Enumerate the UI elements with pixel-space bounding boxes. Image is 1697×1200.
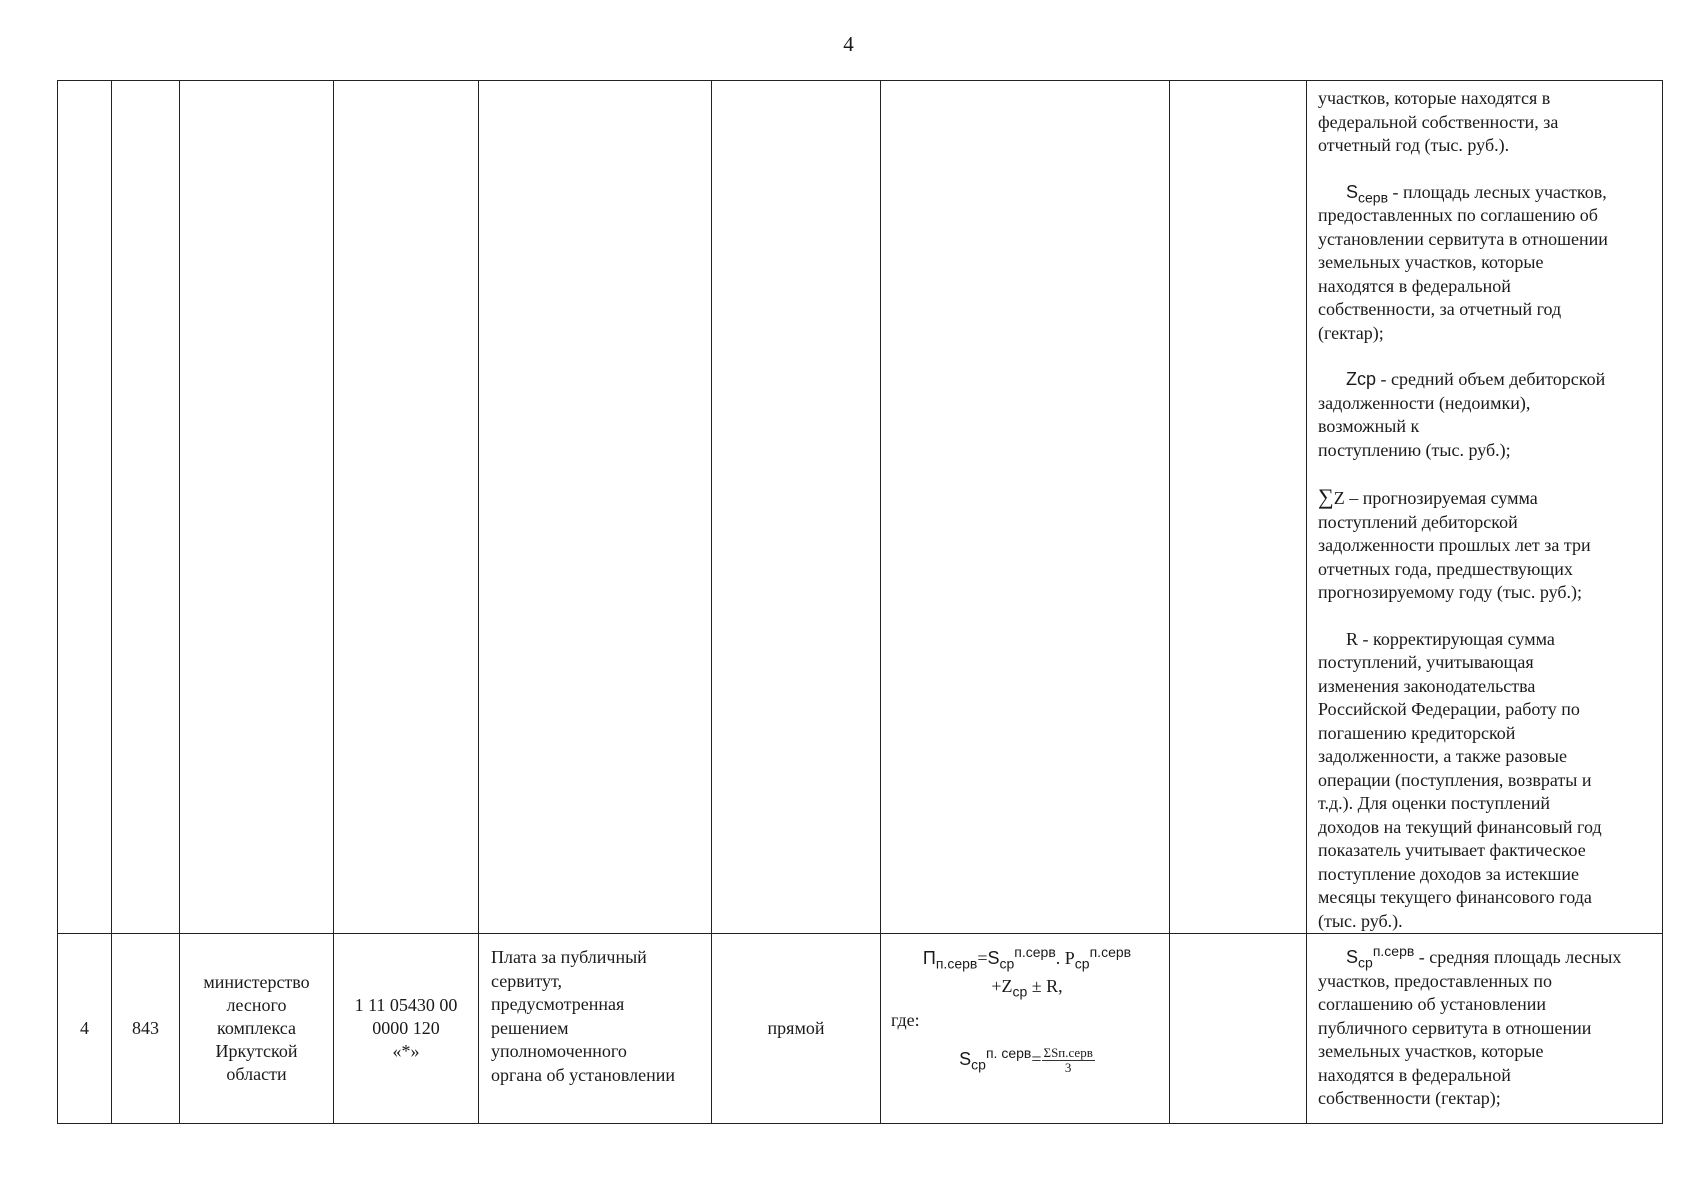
- formula-fraction: [1042, 1046, 1095, 1075]
- cell-description: [1307, 934, 1663, 1124]
- symbol-s-sub: ср: [1358, 954, 1373, 971]
- symbol-r: R: [1346, 628, 1359, 649]
- cell-accuracy: [1170, 81, 1307, 934]
- desc-paragraph-s-serv: [1318, 181, 1654, 346]
- formula-where: где:: [891, 1010, 920, 1030]
- symbol-avg-s: S: [959, 1049, 972, 1069]
- cell-kbk: 1 11 05430 00 0000 120 «*»: [334, 934, 479, 1124]
- cell-revenue-name: [479, 81, 712, 934]
- symbol-sum-z: Z: [1333, 488, 1345, 508]
- formula-main: [891, 944, 1163, 972]
- cell-row-number: 4: [58, 934, 112, 1124]
- desc-text-r: корректирующая сумма поступлений, учитывающая изменения законодательства Российской Федерации, работу по погашению кредиторской задолженности, а также разовые операции (поступления, возвраты и т.д.). Для оценки поступлений доходов на текущий финансовый год показатель учитывает фактическое поступление доходов за истекшие месяцы текущего финансового года (тыс. руб.).: [1318, 628, 1602, 931]
- cell-method: [712, 81, 881, 934]
- desc-text-sum-z: прогнозируемая сумма поступлений дебиторской задолженности прошлых лет за три отчетных года, предшествующих прогнозируемому году (тыс. руб.);: [1318, 488, 1591, 602]
- desc-paragraph-avg-area: [1318, 943, 1654, 1111]
- fraction-numerator: ΣSп.серв: [1043, 1045, 1093, 1061]
- page-number: 4: [843, 32, 854, 56]
- desc-paragraph-r: [1318, 628, 1654, 934]
- symbol-price-sub: ср: [1074, 955, 1090, 972]
- symbol-z: +Z: [991, 976, 1013, 996]
- table-row-continuation: [58, 81, 1663, 934]
- dash: -: [1358, 628, 1374, 649]
- symbol-s-sup: п.серв: [1372, 943, 1415, 959]
- cell-admin-code: [112, 81, 180, 934]
- dash: -: [1388, 181, 1404, 202]
- desc-paragraph-1: участков, которые находятся в федеральной собственности, за отчетный год (тыс. руб.).: [1318, 88, 1559, 155]
- symbol-s-sub: серв: [1358, 189, 1389, 206]
- cell-revenue-name: Плата за публичный сервитут, предусмотренная решением уполномоченного органа об установлении: [479, 934, 712, 1124]
- desc-paragraph-z: [1318, 368, 1654, 462]
- symbol-z-sub: ср: [1012, 983, 1028, 1000]
- desc-text-z: средний объем дебиторской задолженности (недоимки), возможный к поступлению (тыс. руб.);: [1318, 369, 1606, 460]
- cell-admin-name: [180, 81, 334, 934]
- symbol-price-sup: п.серв: [1089, 944, 1132, 960]
- cell-formula: [881, 81, 1170, 934]
- desc-text-avg-area: - средняя площадь лесных участков, предоставленных по соглашению об установлении публичного сервитута в отношении земельных участков, которые находятся в федеральной собственности (гектар);: [1318, 947, 1622, 1108]
- cell-admin-name: министерство лесного комплекса Иркутской области: [180, 934, 334, 1124]
- cell-kbk: [334, 81, 479, 934]
- cell-method: прямой: [712, 934, 881, 1124]
- cell-formula: [881, 934, 1170, 1124]
- symbol-s: S: [1346, 181, 1359, 202]
- formula-average: [891, 1046, 1163, 1075]
- symbol-pm-r: ± R,: [1027, 976, 1063, 996]
- symbol-avg-s-sub: ср: [971, 1056, 986, 1073]
- dash: –: [1344, 488, 1363, 508]
- cell-description: [1307, 81, 1663, 934]
- symbol-price: P: [1064, 948, 1075, 968]
- cell-row-number: [58, 81, 112, 934]
- equals: =: [977, 948, 988, 968]
- symbol-s: S: [1346, 947, 1359, 967]
- cell-accuracy: [1170, 934, 1307, 1124]
- fraction-denominator: 3: [1064, 1060, 1072, 1076]
- symbol-s-sub: ср: [999, 955, 1015, 972]
- symbol-s-sup: п.серв: [1014, 944, 1056, 960]
- desc-paragraph-sum-z: [1318, 485, 1654, 605]
- symbol-p: П: [922, 948, 936, 968]
- desc-text-s-serv: площадь лесных участков, предоставленных по соглашению об установлении сервитута в отношении земельных участков, которые находятся в федеральной собственности, за отчетный год (гектар);: [1318, 181, 1608, 343]
- symbol-p-sub: п.серв: [935, 955, 978, 972]
- symbol-s: S: [987, 948, 1000, 968]
- equals: =: [1031, 1049, 1042, 1069]
- dash: -: [1376, 369, 1392, 389]
- revenue-methodology-table: [57, 80, 1663, 1124]
- dot: .: [1055, 948, 1061, 968]
- formula-continuation: [891, 972, 1163, 1000]
- symbol-z: Zср: [1346, 369, 1377, 389]
- sigma-icon: ∑: [1318, 484, 1334, 509]
- cell-admin-code: 843: [112, 934, 180, 1124]
- symbol-avg-s-sup: п. серв: [985, 1045, 1032, 1061]
- table-row-4: [58, 934, 1663, 1124]
